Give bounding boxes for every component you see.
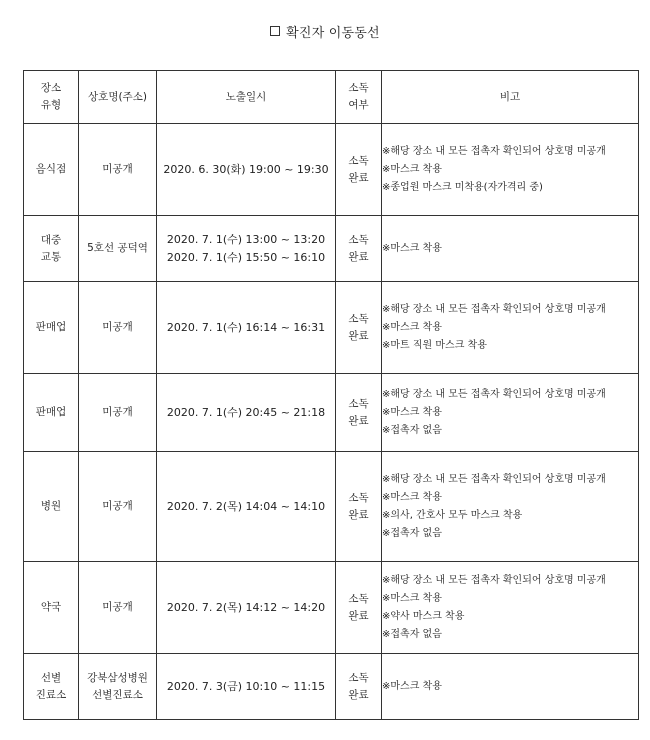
notes-cell-line: ※마스크 착용 <box>382 163 442 175</box>
business-name-cell <box>79 562 157 654</box>
notes-cell-line: ※마스크 착용 <box>382 491 442 503</box>
square-bullet-icon <box>270 26 280 36</box>
exposure-time-cell-line: 2020. 7. 1(수) 13:00 ~ 13:20 <box>166 232 326 246</box>
header-exposure-time <box>157 71 336 124</box>
place-type-cell <box>24 374 79 452</box>
disinfection-cell-line: 완료 <box>348 688 369 701</box>
business-name-cell-line: 선별진료소 <box>92 688 143 701</box>
exposure-time-cell <box>157 374 336 452</box>
exposure-time-cell <box>157 124 336 216</box>
place-type-cell-line: 선별 <box>40 671 62 684</box>
business-name-cell <box>79 654 157 720</box>
disinfection-cell-line: 소독 <box>348 397 369 410</box>
notes-cell <box>382 654 639 720</box>
disinfection-cell-line: 소독 <box>348 491 369 504</box>
disinfection-cell <box>336 282 382 374</box>
place-type-cell <box>24 216 79 282</box>
business-name-cell <box>79 452 157 562</box>
place-type-cell <box>24 562 79 654</box>
notes-cell <box>382 562 639 654</box>
place-type-cell-line: 병원 <box>40 500 62 512</box>
business-name-cell-line: 미공개 <box>102 163 133 175</box>
place-type-cell-line: 판매업 <box>35 406 67 418</box>
exposure-time-cell-line: 2020. 7. 1(수) 15:50 ~ 16:10 <box>166 250 326 264</box>
exposure-time-cell-line: 2020. 7. 1(수) 16:14 ~ 16:31 <box>166 320 326 334</box>
header-place-type-line-1: 장소 <box>40 82 62 94</box>
disinfection-cell <box>336 562 382 654</box>
business-name-cell-line: 미공개 <box>102 406 133 418</box>
header-place-type-line-2: 유형 <box>40 99 62 111</box>
notes-cell <box>382 452 639 562</box>
place-type-cell <box>24 452 79 562</box>
notes-cell-line: ※마스크 착용 <box>382 242 442 254</box>
notes-cell-line: ※해당 장소 내 모든 접촉자 확인되어 상호명 미공개 <box>382 574 606 586</box>
place-type-cell <box>24 282 79 374</box>
disinfection-cell <box>336 374 382 452</box>
header-disinfection <box>336 71 382 124</box>
business-name-cell-line: 5호선 공덕역 <box>87 242 148 254</box>
exposure-time-cell <box>157 282 336 374</box>
disinfection-cell-line: 소독 <box>348 154 369 167</box>
table-row <box>24 654 639 720</box>
notes-cell <box>382 374 639 452</box>
table-row <box>24 452 639 562</box>
page-title <box>0 22 650 41</box>
header-disinfection-line-2: 여부 <box>348 99 369 111</box>
disinfection-cell-line: 완료 <box>348 171 369 184</box>
table-row <box>24 216 639 282</box>
disinfection-cell-line: 완료 <box>348 329 369 342</box>
table-row <box>24 282 639 374</box>
business-name-cell <box>79 124 157 216</box>
notes-cell <box>382 282 639 374</box>
notes-cell-line: ※약사 마스크 착용 <box>382 610 465 622</box>
notes-cell-line: ※마스크 착용 <box>382 592 442 604</box>
disinfection-cell-line: 완료 <box>348 414 369 427</box>
exposure-time-cell-line: 2020. 7. 2(목) 14:12 ~ 14:20 <box>166 600 326 614</box>
notes-cell-line: ※해당 장소 내 모든 접촉자 확인되어 상호명 미공개 <box>382 473 606 485</box>
notes-cell-line: ※마스크 착용 <box>382 406 442 418</box>
disinfection-cell-line: 소독 <box>348 592 369 605</box>
place-type-cell-line: 교통 <box>40 250 62 263</box>
header-disinfection-line-1: 소독 <box>348 82 369 94</box>
header-business-name-text: 상호명(주소) <box>88 90 147 103</box>
disinfection-cell-line: 소독 <box>348 312 369 325</box>
exposure-time-cell-line: 2020. 7. 2(목) 14:04 ~ 14:10 <box>166 499 326 513</box>
notes-cell-line: ※접촉자 없음 <box>382 628 442 640</box>
table-row <box>24 374 639 452</box>
business-name-cell-line: 미공개 <box>102 601 133 613</box>
business-name-cell-line: 미공개 <box>102 321 133 333</box>
disinfection-cell-line: 소독 <box>348 671 369 684</box>
notes-cell <box>382 124 639 216</box>
notes-cell-line: ※해당 장소 내 모든 접촉자 확인되어 상호명 미공개 <box>382 145 606 157</box>
place-type-cell-line: 대중 <box>40 233 62 246</box>
business-name-cell <box>79 282 157 374</box>
table-header-row <box>24 71 639 124</box>
disinfection-cell-line: 소독 <box>348 233 369 246</box>
business-name-cell-line: 미공개 <box>102 500 133 512</box>
notes-cell <box>382 216 639 282</box>
exposure-time-cell-line: 2020. 6. 30(화) 19:00 ~ 19:30 <box>163 162 329 176</box>
header-place-type <box>24 71 79 124</box>
business-name-cell <box>79 374 157 452</box>
notes-cell-line: ※종업원 마스크 미착용(자가격리 중) <box>382 181 543 193</box>
exposure-time-cell <box>157 216 336 282</box>
route-table <box>23 70 639 720</box>
disinfection-cell <box>336 124 382 216</box>
disinfection-cell <box>336 452 382 562</box>
disinfection-cell-line: 완료 <box>348 250 369 263</box>
table-row <box>24 562 639 654</box>
header-notes-text: 비고 <box>499 90 521 103</box>
disinfection-cell <box>336 216 382 282</box>
business-name-cell-line: 강북삼성병원 <box>87 671 148 684</box>
place-type-cell <box>24 654 79 720</box>
header-notes <box>382 71 639 124</box>
place-type-cell-line: 음식점 <box>35 163 67 175</box>
disinfection-cell-line: 완료 <box>348 609 369 622</box>
notes-cell-line: ※마스크 착용 <box>382 680 442 692</box>
exposure-time-cell <box>157 654 336 720</box>
place-type-cell-line: 판매업 <box>35 321 67 333</box>
table-row <box>24 124 639 216</box>
notes-cell-line: ※의사, 간호사 모두 마스크 착용 <box>382 509 523 521</box>
notes-cell-line: ※접촉자 없음 <box>382 424 442 436</box>
exposure-time-cell-line: 2020. 7. 1(수) 20:45 ~ 21:18 <box>166 405 326 419</box>
header-exposure-time-text: 노출일시 <box>225 90 267 103</box>
notes-cell-line: ※접촉자 없음 <box>382 527 442 539</box>
notes-cell-line: ※마스크 착용 <box>382 321 442 333</box>
header-business-name <box>79 71 157 124</box>
disinfection-cell-line: 완료 <box>348 508 369 521</box>
place-type-cell-line: 진료소 <box>35 688 67 701</box>
page-title-text: 확진자 이동동선 <box>286 26 380 41</box>
place-type-cell-line: 약국 <box>40 601 62 613</box>
business-name-cell <box>79 216 157 282</box>
disinfection-cell <box>336 654 382 720</box>
notes-cell-line: ※해당 장소 내 모든 접촉자 확인되어 상호명 미공개 <box>382 303 606 315</box>
exposure-time-cell <box>157 452 336 562</box>
place-type-cell <box>24 124 79 216</box>
exposure-time-cell-line: 2020. 7. 3(금) 10:10 ~ 11:15 <box>166 679 326 693</box>
exposure-time-cell <box>157 562 336 654</box>
notes-cell-line: ※해당 장소 내 모든 접촉자 확인되어 상호명 미공개 <box>382 388 606 400</box>
notes-cell-line: ※마트 직원 마스크 착용 <box>382 339 487 351</box>
